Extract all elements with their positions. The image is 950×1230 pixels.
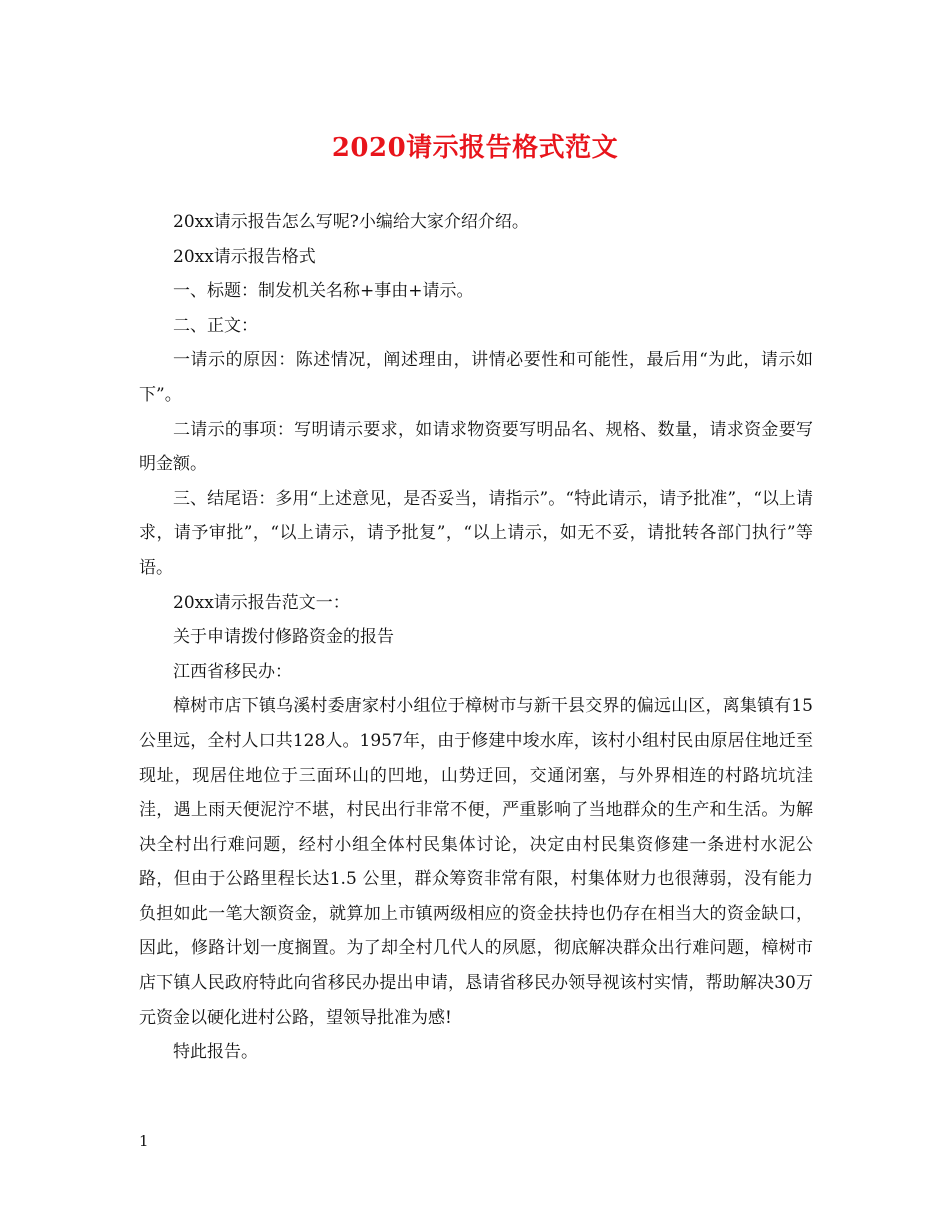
paragraph-closing: 三、结尾语：多用“上述意见，是否妥当，请指示”。“特此请示，请予批准”，“以上请求，请予审批”，“以上请示，请予批复”，“以上请示，如无不妥，请批转各部门执行”等语。 xyxy=(139,488,813,578)
paragraph-report-body: 樟树市店下镇乌溪村委唐家村小组位于樟树市与新干县交界的偏远山区，离集镇有15公里远，全村人口共128人。1957年，由于修建中埈水库，该村小组村民由原居住地迁至现址，现居住地位于三面环山的凹地，山势迂回，交通闭塞，与外界相连的村路坑坑洼洼，遇上雨天便泥泞不堪，村民出行非常不便，严重影响了当地群众的生产和生活。为解决全村出行难问题，经村小组全体村民集体讨论，决定由村民集资修建一条进村水泥公路，但由于公路里程长达1.5 公里，群众筹资非常有限，村集体财力也很薄弱，没有能力负担如此一笔大额资金，就算加上市镇两级相应的资金扶持也仍存在相当大的资金缺口，因此，修路计划一度搁置。为了却全村几代人的夙愿，彻底解决群众出行难问题，樟树市店下镇人民政府特此向省移民办提出申请，恳请省移民办领导视该村实情，帮助解决30万元资金以硬化进村公路，望领导批准为感! xyxy=(139,696,813,1028)
paragraph-reason: 一请示的原因：陈述情况，阐述理由，讲情必要性和可能性，最后用“为此，请示如下”。 xyxy=(139,350,813,405)
paragraph-addressee: 江西省移民办： xyxy=(173,661,292,682)
page-number: 1 xyxy=(139,1132,149,1150)
paragraph-format-heading: 20xx请示报告格式 xyxy=(173,246,316,267)
paragraph-intro: 20xx请示报告怎么写呢?小编给大家介绍介绍。 xyxy=(173,212,529,232)
paragraph-matters: 二请示的事项：写明请示要求，如请求物资要写明品名、规格、数量，请求资金要写明金额。 xyxy=(139,419,813,475)
paragraph-body-heading: 二、正文： xyxy=(173,315,258,336)
document-title: 2020请示报告格式范文 xyxy=(331,133,619,163)
paragraph-sample-heading: 20xx请示报告范文一： xyxy=(173,592,350,613)
document-body xyxy=(139,205,813,1070)
paragraph-report-title: 关于申请拨付修路资金的报告 xyxy=(173,627,394,648)
paragraph-report-end: 特此报告。 xyxy=(173,1042,258,1063)
paragraph-title-rule: 一、标题：制发机关名称+事由+请示。 xyxy=(173,281,474,302)
